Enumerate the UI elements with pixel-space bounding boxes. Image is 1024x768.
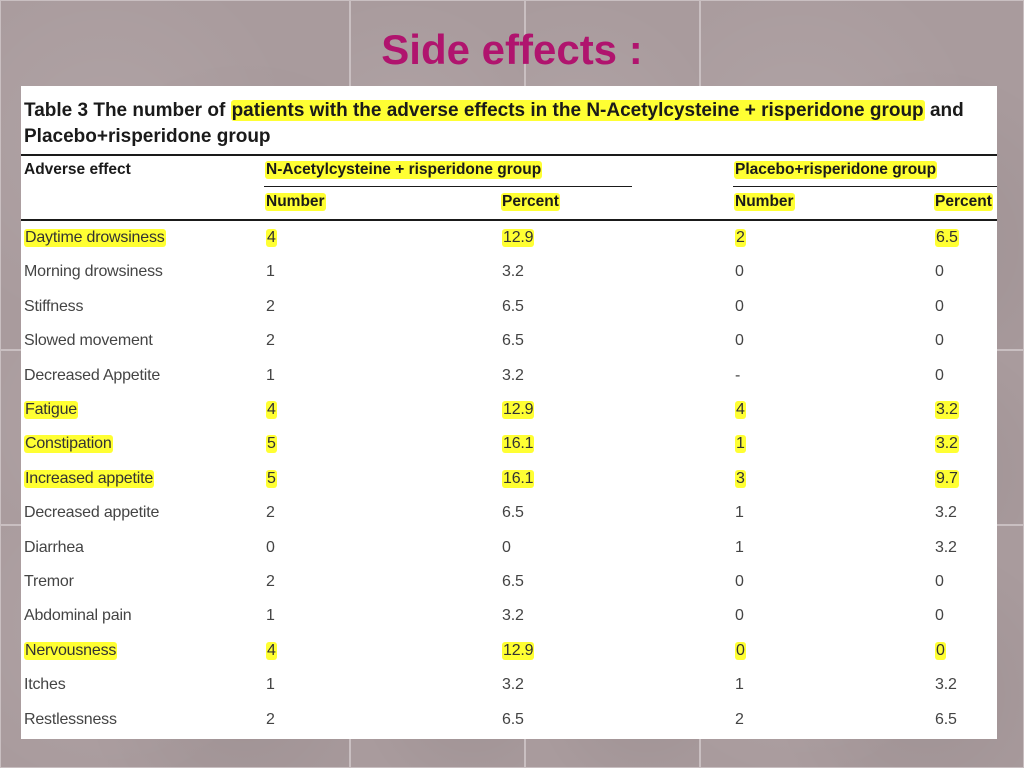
cell-nac-number: 4 [267,641,276,659]
cell-nac-percent: 0 [502,538,511,556]
table-row [21,567,997,601]
cell-placebo-percent: 3.2 [935,676,957,694]
cell-nac-number: 2 [266,332,275,350]
cell-nac-percent: 3.2 [502,607,524,625]
cell-nac-number: 4 [267,401,276,418]
table-panel [21,86,997,739]
cell-placebo-percent: 0 [936,641,945,659]
cell-nac-percent: 6.5 [502,573,524,590]
cell-nac-number: 2 [266,504,275,522]
cell-placebo-number: 2 [736,229,745,246]
group-rule-placebo [733,186,997,187]
cell-placebo-percent: 3.2 [935,504,957,522]
cell-placebo-percent: 0 [935,366,944,384]
header-nac-percent: Percent [502,193,559,210]
cell-placebo-percent: 0 [935,573,944,590]
table-row [21,464,997,498]
table-row [21,601,997,635]
cell-nac-number: 1 [266,366,275,384]
cell-adverse-effect: Increased appetite [25,469,154,487]
table-top-rule [21,154,997,156]
cell-nac-number: 1 [266,263,275,281]
cell-placebo-number: 3 [736,469,745,487]
slide-title: Side effects : [381,26,643,73]
cell-nac-percent: 16.1 [503,435,534,453]
cell-adverse-effect: Nervousness [25,641,117,659]
header-placebo-number: Number [735,193,794,210]
cell-nac-number: 4 [267,229,276,246]
cell-placebo-number: 0 [735,263,744,281]
cell-placebo-number: 0 [735,297,744,315]
cell-nac-percent: 12.9 [503,641,534,659]
cell-nac-percent: 3.2 [502,366,524,384]
cell-placebo-number: 1 [735,538,744,556]
cell-adverse-effect: Itches [24,676,66,694]
cell-nac-number: 5 [267,469,276,487]
cell-nac-number: 5 [267,435,276,453]
cell-nac-percent: 12.9 [503,401,534,418]
cell-adverse-effect: Restlessness [24,710,117,728]
cell-adverse-effect: Decreased Appetite [24,366,161,384]
cell-placebo-percent: 6.5 [935,710,957,728]
cell-nac-percent: 3.2 [502,263,524,281]
cell-adverse-effect: Fatigue [25,401,77,418]
cell-nac-percent: 12.9 [503,229,534,246]
caption-text: Table 3 The number of [24,100,231,121]
cell-adverse-effect: Decreased appetite [24,504,160,522]
table-row [21,223,997,257]
cell-placebo-percent: 3.2 [936,401,958,418]
cell-nac-number: 2 [266,710,275,728]
table-row [21,533,997,567]
cell-placebo-percent: 0 [935,297,944,315]
table-row [21,429,997,463]
group-rule-nac [264,186,632,187]
table-row [21,705,997,739]
cell-placebo-number: 1 [735,504,744,522]
cell-nac-percent: 6.5 [502,297,524,315]
cell-placebo-number: 0 [735,607,744,625]
cell-adverse-effect: Constipation [25,435,112,453]
cell-placebo-percent: 9.7 [936,469,958,487]
cell-placebo-number: 0 [735,573,744,590]
cell-placebo-percent: 6.5 [936,229,958,246]
header-placebo-percent: Percent [935,193,992,210]
cell-adverse-effect: Slowed movement [24,332,153,350]
header-group-nac: N-Acetylcysteine + risperidone group [266,161,542,178]
cell-nac-number: 2 [266,573,275,590]
cell-adverse-effect: Daytime drowsiness [25,229,165,246]
cell-nac-number: 0 [266,538,275,556]
table-row [21,498,997,532]
caption-text-line2: Placebo+risperidone group [24,126,271,147]
header-bottom-rule [21,219,997,221]
header-adverse-effect: Adverse effect [24,161,131,178]
table-row [21,636,997,670]
cell-placebo-percent: 0 [935,263,944,281]
cell-adverse-effect: Diarrhea [24,538,84,556]
caption-highlight: patients with the adverse effects in the N-Acetylcysteine + risperidone group [231,100,924,121]
cell-placebo-percent: 0 [935,332,944,350]
cell-placebo-percent: 3.2 [935,538,957,556]
cell-nac-percent: 3.2 [502,676,524,694]
header-nac-number: Number [266,193,325,210]
cell-placebo-percent: 0 [935,607,944,625]
table-row [21,670,997,704]
cell-adverse-effect: Tremor [24,573,74,590]
cell-nac-number: 1 [266,676,275,694]
table-row [21,395,997,429]
caption-text: and [924,100,964,121]
header-group-placebo: Placebo+risperidone group [735,161,937,178]
cell-adverse-effect: Abdominal pain [24,607,132,625]
cell-placebo-percent: 3.2 [936,435,958,453]
cell-placebo-number: 2 [735,710,744,728]
table-row [21,257,997,291]
cell-placebo-number: 0 [735,332,744,350]
cell-nac-percent: 6.5 [502,504,524,522]
table-caption [24,98,984,150]
cell-placebo-number: - [735,366,741,384]
table-row [21,292,997,326]
cell-placebo-number: 4 [736,401,745,418]
cell-adverse-effect: Stiffness [24,297,84,315]
cell-placebo-number: 1 [736,435,745,453]
table-row [21,326,997,360]
cell-nac-number: 2 [266,297,275,315]
cell-nac-percent: 6.5 [502,710,524,728]
cell-nac-percent: 16.1 [503,469,534,487]
cell-placebo-number: 1 [735,676,744,694]
cell-placebo-number: 0 [736,641,745,659]
cell-nac-percent: 6.5 [502,332,524,350]
cell-nac-number: 1 [266,607,275,625]
cell-adverse-effect: Morning drowsiness [24,263,163,281]
table-row [21,361,997,395]
